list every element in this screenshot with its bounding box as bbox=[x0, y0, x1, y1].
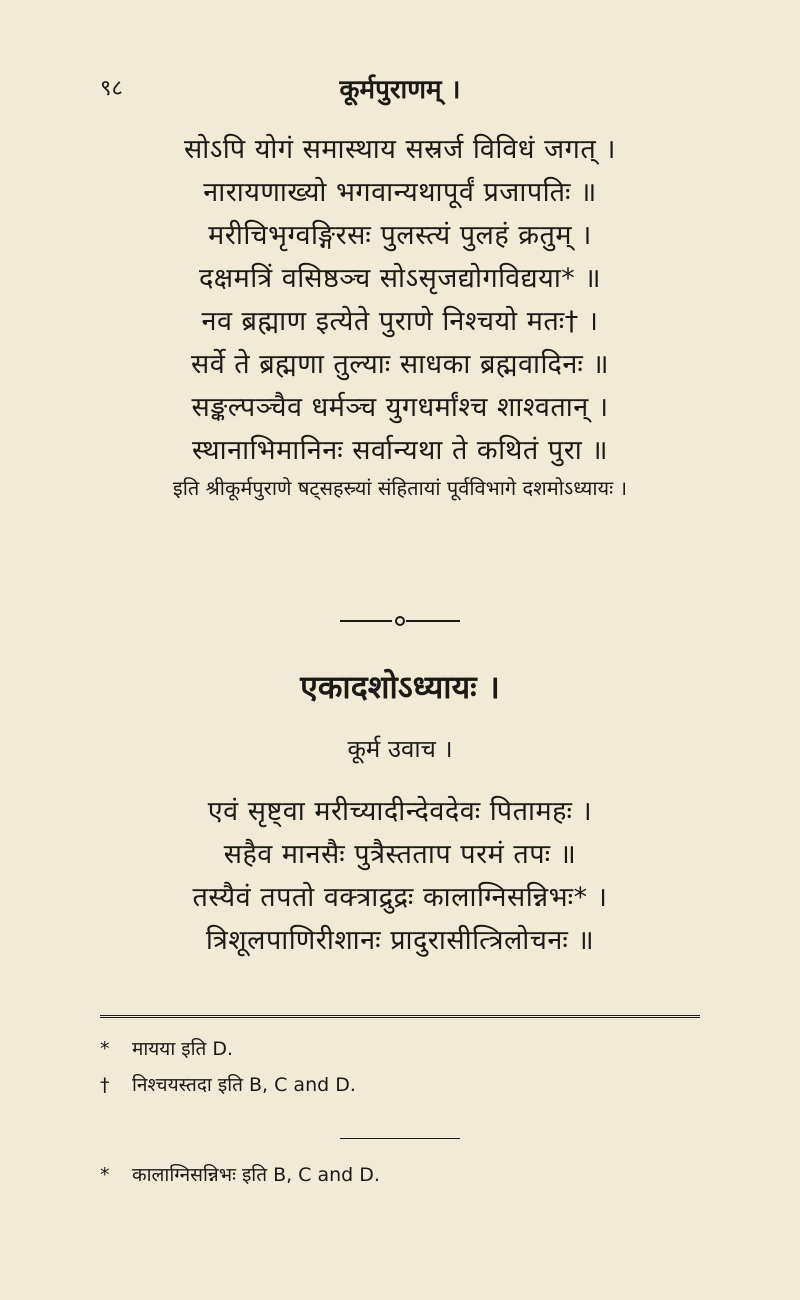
footnote-text: मायया इति D. bbox=[132, 1038, 234, 1060]
verse-line: स्थानाभिमानिनः सर्वान्यथा ते कथितं पुरा ॥ bbox=[191, 435, 609, 466]
verse-line: दक्षमत्रिं वसिष्ठञ्च सोऽसृजद्योगविद्यया* ॥ bbox=[198, 263, 602, 294]
chapter-colophon: इति श्रीकूर्मपुराणे षट्सहस्र्यां संहितायां पूर्वविभागे दशमोऽध्यायः । bbox=[172, 476, 628, 500]
verse-block-top bbox=[0, 128, 800, 501]
footnote-text: कालाग्निसन्निभः इति B, C and D. bbox=[132, 1164, 380, 1186]
page-header bbox=[0, 68, 800, 108]
chapter-title: एकादशोऽध्यायः । bbox=[300, 668, 500, 706]
page-number: ९८ bbox=[100, 76, 123, 101]
footnote bbox=[100, 1071, 356, 1097]
verse-line: सहैव मानसैः पुत्रैस्तताप परमं तपः ॥ bbox=[223, 839, 577, 870]
verse-line: मरीचिभृग्वङ्गिरसः पुलस्त्यं पुलहं क्रतुम् । bbox=[208, 220, 592, 251]
running-title: कूर्मपुराणम् । bbox=[339, 75, 461, 105]
footnote-mark: * bbox=[100, 1164, 110, 1186]
verse-line: तस्यैवं तपतो वक्त्राद्रुद्रः कालाग्निसन्निभः* । bbox=[192, 882, 608, 913]
footnote bbox=[100, 1161, 380, 1187]
verse-line: नव ब्रह्माण इत्येते पुराणे निश्चयो मतः† । bbox=[201, 306, 599, 337]
speaker-line: कूर्म उवाच । bbox=[347, 735, 453, 763]
verse-line: सोऽपि योगं समास्थाय सस्रर्ज विविधं जगत् । bbox=[183, 134, 617, 165]
verse-line: त्रिशूलपाणिरीशानः प्रादुरासीत्त्रिलोचनः ॥ bbox=[205, 925, 595, 956]
footnote-divider bbox=[340, 1138, 460, 1139]
verse-block-bottom bbox=[0, 790, 800, 962]
footnote-text: निश्चयस्तदा इति B, C and D. bbox=[132, 1074, 356, 1096]
footnote bbox=[100, 1035, 233, 1061]
footnote-rule bbox=[100, 1017, 700, 1018]
verse-line: सङ्कल्पञ्चैव धर्मञ्च युगधर्मांश्च शाश्वतान् । bbox=[191, 392, 609, 423]
footnote-mark: * bbox=[100, 1038, 110, 1060]
footnote-rule bbox=[100, 1015, 700, 1016]
footnote-mark: † bbox=[100, 1074, 110, 1096]
verse-line: नारायणाख्यो भगवान्यथापूर्वं प्रजापतिः ॥ bbox=[203, 177, 597, 208]
ornament-divider bbox=[340, 615, 460, 627]
verse-line: सर्वे ते ब्रह्मणा तुल्याः साधका ब्रह्मवादिनः ॥ bbox=[190, 349, 610, 380]
verse-line: एवं सृष्ट्वा मरीच्यादीन्देवदेवः पितामहः । bbox=[207, 796, 593, 827]
